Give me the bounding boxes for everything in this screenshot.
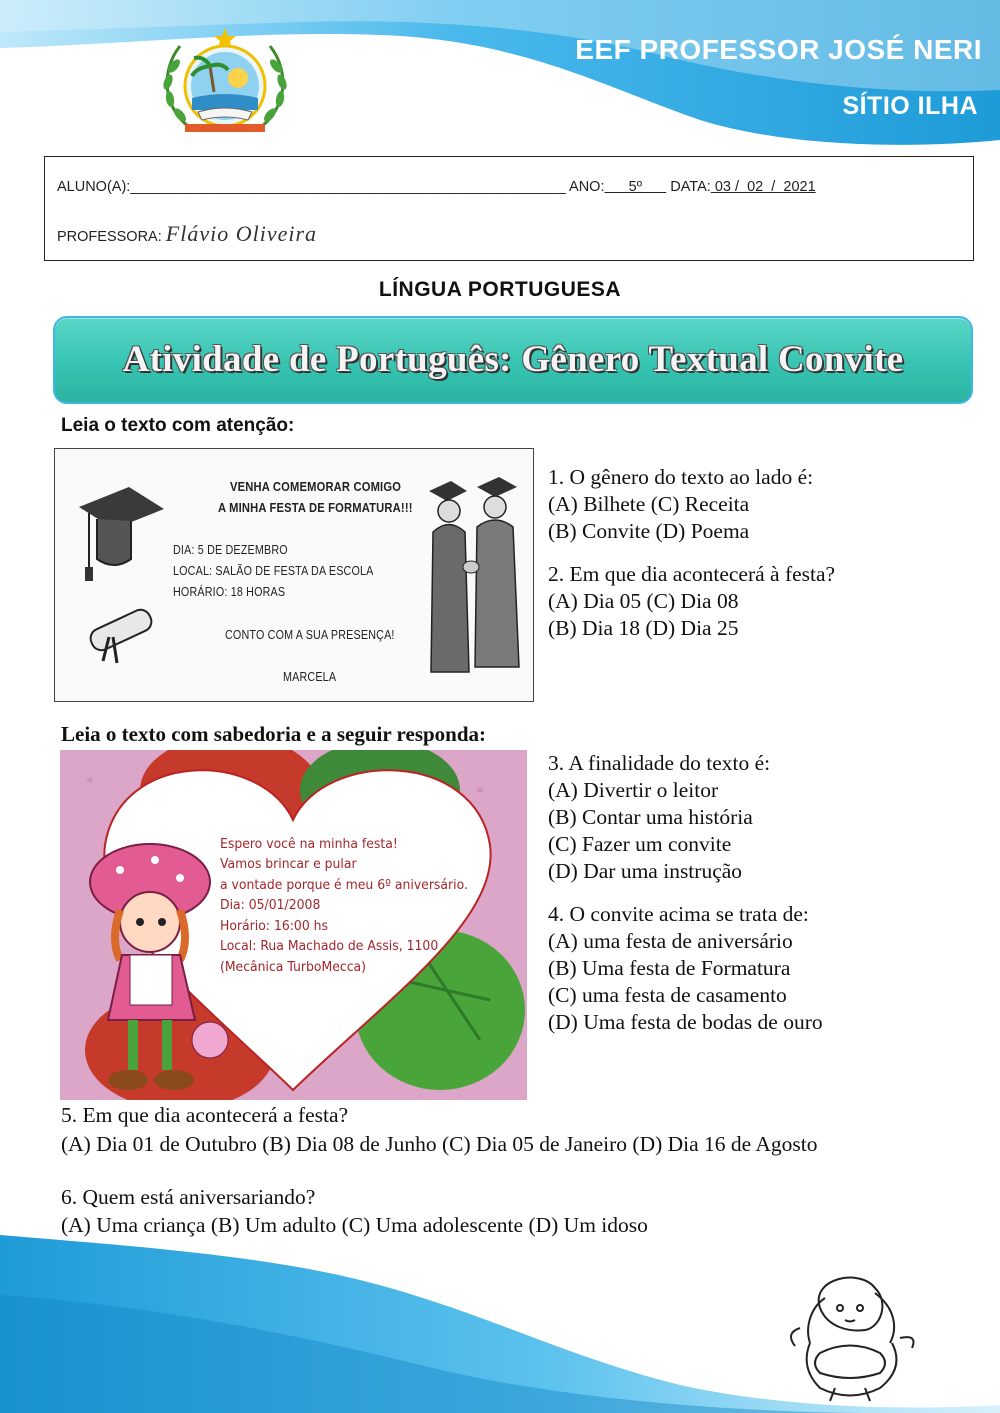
graduation-cap-diploma-icon xyxy=(69,479,169,669)
invite-2-place: Local: Rua Machado de Assis, 1100 xyxy=(220,938,439,954)
question-1-options-row2[interactable]: (B) Convite (D) Poema xyxy=(548,519,750,543)
invite-2-day: Dia: 05/01/2008 xyxy=(220,897,321,913)
school-location: SÍTIO ILHA xyxy=(842,92,978,120)
subject-title: LÍNGUA PORTUGUESA xyxy=(378,278,622,301)
invite-1-line2: A MINHA FESTA DE FORMATURA!!! xyxy=(218,500,413,515)
question-3-stem: 3. A finalidade do texto é: xyxy=(548,751,771,775)
question-4-option-c[interactable]: (C) uma festa de casamento xyxy=(548,983,787,1007)
question-3-option-a[interactable]: (A) Divertir o leitor xyxy=(548,778,719,802)
section-2-heading: Leia o texto com sabedoria e a seguir responda: xyxy=(61,722,487,746)
date-label: DATA: xyxy=(670,179,711,195)
year-value[interactable]: 5º xyxy=(628,179,643,195)
date-value[interactable]: 03 / 02 / 2021 xyxy=(714,179,816,195)
question-4-stem: 4. O convite acima se trata de: xyxy=(548,902,809,926)
activity-title: Atividade de Português: Gênero Textual Convite xyxy=(122,339,904,380)
strawberry-girl-illustration xyxy=(80,830,230,1100)
teacher-signature: Flávio Oliveira xyxy=(165,221,318,246)
graduates-couple-illustration xyxy=(425,477,525,687)
invite-1-time: HORÁRIO: 18 HORAS xyxy=(173,585,286,599)
question-4-option-a[interactable]: (A) uma festa de aniversário xyxy=(548,929,793,953)
invite-2-time: Horário: 16:00 hs xyxy=(220,918,329,934)
invite-1-line1: VENHA COMEMORAR COMIGO xyxy=(230,479,402,494)
question-2-stem: 2. Em que dia acontecerá à festa? xyxy=(548,562,836,586)
teacher-line xyxy=(57,221,317,247)
invite-2-line2: Vamos brincar e pular xyxy=(220,856,357,872)
birthday-invite-image xyxy=(60,750,527,1100)
question-5-options[interactable]: (A) Dia 01 de Outubro (B) Dia 08 de Junho (C) Dia 05 de Janeiro (D) Dia 16 de Agosto xyxy=(61,1132,818,1156)
sitting-girl-sketch xyxy=(780,1268,920,1403)
invite-1-signature: MARCELA xyxy=(283,670,337,684)
school-name: EEF PROFESSOR JOSÉ NERI xyxy=(575,34,982,65)
question-4-option-b[interactable]: (B) Uma festa de Formatura xyxy=(548,956,791,980)
school-emblem xyxy=(150,26,300,144)
invite-2-place-detail: (Mecânica TurboMecca) xyxy=(220,959,366,975)
activity-banner xyxy=(53,316,973,404)
question-3-option-b[interactable]: (B) Contar uma história xyxy=(548,805,753,829)
student-line xyxy=(57,179,816,195)
graduation-invite-image xyxy=(54,448,534,702)
teacher-label: PROFESSORA: xyxy=(57,229,162,245)
year-label: ANO: xyxy=(569,179,605,195)
invite-2-line3: a vontade porque é meu 6º aniversário. xyxy=(220,877,468,893)
question-3-option-d[interactable]: (D) Dar uma instrução xyxy=(548,859,743,883)
question-4-option-d[interactable]: (D) Uma festa de bodas de ouro xyxy=(548,1010,823,1034)
question-2-options-row2[interactable]: (B) Dia 18 (D) Dia 25 xyxy=(548,616,739,640)
invite-1-place: LOCAL: SALÃO DE FESTA DA ESCOLA xyxy=(173,564,374,578)
question-3-option-c[interactable]: (C) Fazer um convite xyxy=(548,832,732,856)
student-info-box xyxy=(44,156,974,261)
student-label: ALUNO(A): xyxy=(57,179,131,195)
question-2-options-row1[interactable]: (A) Dia 05 (C) Dia 08 xyxy=(548,589,739,613)
invite-2-line1: Espero você na minha festa! xyxy=(220,836,398,852)
question-1-options-row1[interactable]: (A) Bilhete (C) Receita xyxy=(548,492,750,516)
invite-1-day: DIA: 5 DE DEZEMBRO xyxy=(173,543,288,557)
student-name-blank[interactable]: ______________________________________________________ xyxy=(130,179,566,195)
question-6-options[interactable]: (A) Uma criança (B) Um adulto (C) Uma adolescente (D) Um idoso xyxy=(61,1213,648,1237)
question-5-stem: 5. Em que dia acontecerá a festa? xyxy=(61,1103,349,1127)
section-1-heading: Leia o texto com atenção: xyxy=(61,415,295,436)
question-1-stem: 1. O gênero do texto ao lado é: xyxy=(548,465,814,489)
invite-1-closing: CONTO COM A SUA PRESENÇA! xyxy=(225,628,395,642)
question-6-stem: 6. Quem está aniversariando? xyxy=(61,1185,316,1209)
